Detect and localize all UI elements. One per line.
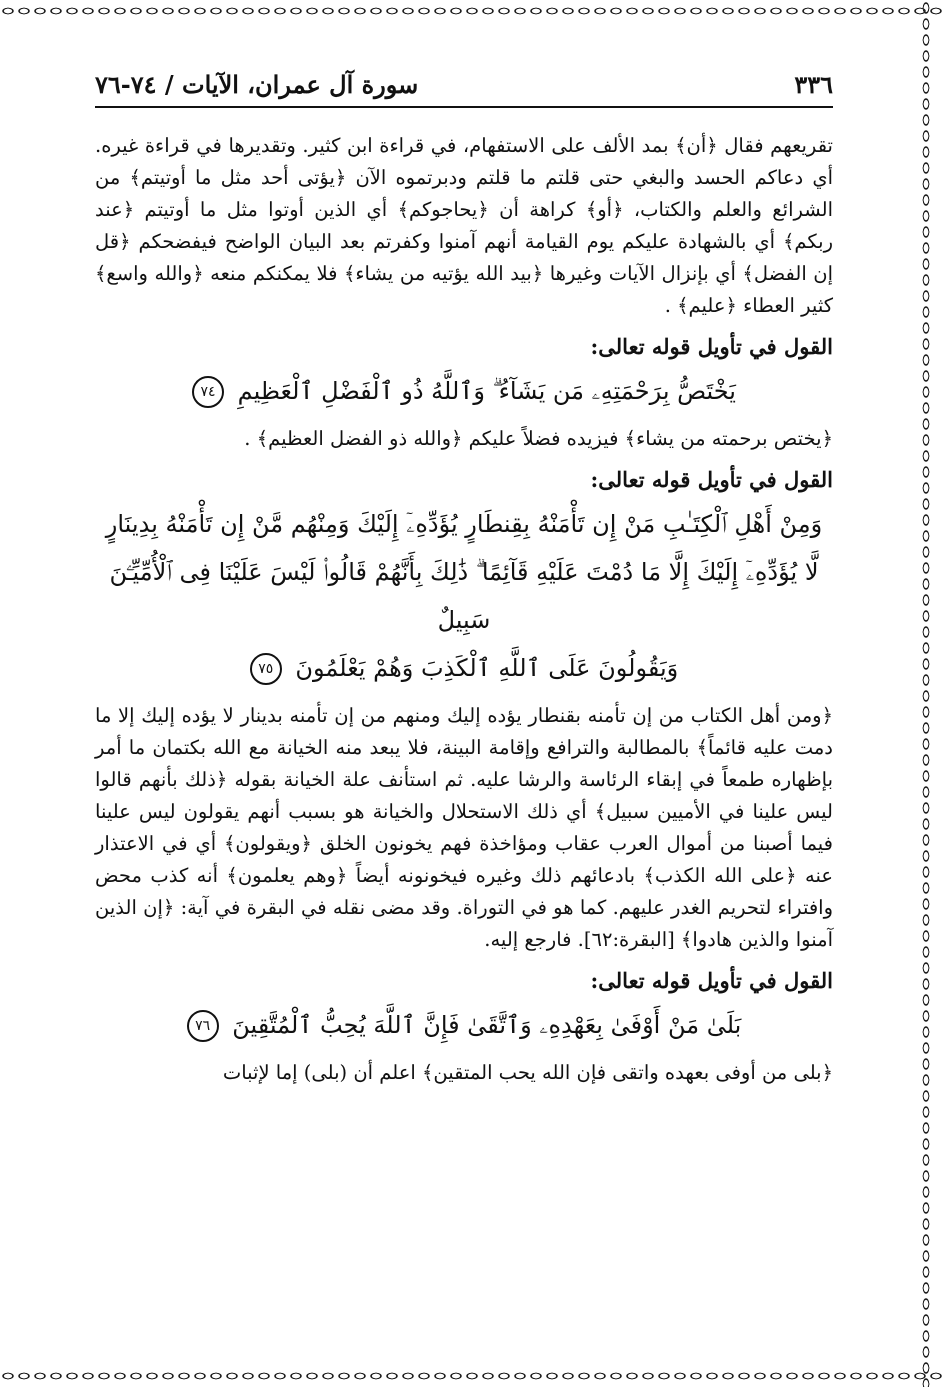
book-page: [95, 62, 833, 1312]
quran-verse-74: [95, 367, 833, 415]
section-heading-74: القول في تأويل قوله تعالى:: [590, 334, 833, 359]
section-heading-76: القول في تأويل قوله تعالى:: [590, 968, 833, 993]
top-ornamental-border: [0, 2, 944, 20]
commentary-76: ﴿بلى من أوفى بعهده واتقى فإن الله يحب المتقين﴾ اعلم أن (بلى) إما لإثبات: [222, 1061, 833, 1084]
commentary-74: ﴿يختص برحمته من يشاء﴾ فيزيده فضلاً عليكم ﴿والله ذو الفضل العظيم﴾ .: [244, 427, 833, 450]
intro-paragraph: تقريعهم فقال ﴿أن﴾ بمد الألف على الاستفهام، في قراءة ابن كثير. وتقديرها في قراءة غيره. أي دعاكم الحسد والبغي حتى قلتم ما قلتم ودبرتموه الآن ﴿يؤتى أحد مثل ما أوتيتم﴾ من الشرائع والعلم والكتاب، ﴿أو﴾ كراهة أن ﴿يحاجوكم﴾ أي الذين أوتوا مثل ما أوتيتم ﴿عند ربكم﴾ أي بالشهادة عليكم يوم القيامة أنهم آمنوا وكفرتم بعد البيان الواضح فيفضحكم ﴿قل إن الفضل﴾ أي بإنزال الآيات وغيرها ﴿بيد الله يؤتيه من يشاء﴾ فلا يمكنكم منعه ﴿والله واسع﴾ كثير العطاء ﴿عليم﴾ .: [95, 134, 833, 317]
verse-line: لَّا يُؤَدِّهِۦٓ إِلَيْكَ إِلَّا مَا دُمْتَ عَلَيْهِ قَآئِمًا ۗ ذَٰلِكَ بِأَنَّهُمْ قَالُوا۟ لَيْسَ عَلَيْنَا فِى ٱلْأُمِّيِّـۧنَ سَبِيلٌ: [109, 558, 819, 634]
page-header: [95, 62, 833, 108]
section-heading-75: القول في تأويل قوله تعالى:: [590, 467, 833, 492]
bottom-ornamental-border: [0, 1367, 944, 1385]
verse-number-marker: ٧٦: [187, 1010, 219, 1042]
page-number: ٣٣٦: [794, 69, 833, 99]
verse-line: وَمِنْ أَهْلِ ٱلْكِتَـٰبِ مَنْ إِن تَأْمَنْهُ بِقِنطَارٍ يُؤَدِّهِۦٓ إِلَيْكَ وَمِنْهُم مَّنْ إِن تَأْمَنْهُ بِدِينَارٍ: [105, 510, 823, 538]
verse-line: وَيَقُولُونَ عَلَى ٱللَّهِ ٱلْكَذِبَ وَهُمْ يَعْلَمُونَ: [295, 654, 679, 682]
verse-number-marker: ٧٤: [192, 376, 224, 408]
commentary-75: ﴿ومن أهل الكتاب من إن تأمنه بقنطار يؤده إليك ومنهم من إن تأمنه بدينار لا يؤده إليك إلا ما دمت عليه قائماً﴾ بالمطالبة والترافع وإقامة البينة، فلا يبعد منه الخيانة مع الله بكتمان ما أمر بإظهاره طمعاً في إبقاء الرئاسة والرشا عليه. ثم استأنف علة الخيانة بقوله ﴿ذلك بأنهم قالوا ليس علينا في الأميين سبيل﴾ أي ذلك الاستحلال والخيانة هو بسبب أنهم يقولون ليس علينا فيما أصبنا من أموال العرب عقاب ومؤاخذة فهم يخونون الخلق ﴿ويقولون﴾ أي في الاعتذار عنه ﴿على الله الكذب﴾ بادعائهم ذلك وغيره فيخونونه أيضاً ﴿وهم يعلمون﴾ أنه كذب محض وافتراء لتحريم الغدر عليهم. كما هو في التوراة. وقد مضى نقله في البقرة في آية: ﴿إن الذين آمنوا والذين هادوا﴾ [البقرة:٦٢]. فارجع إليه.: [95, 704, 833, 951]
quran-verse-76: [95, 1001, 833, 1049]
verse-number-marker: ٧٥: [250, 653, 282, 685]
right-ornamental-border: [916, 0, 936, 1387]
verse-text: يَخْتَصُّ بِرَحْمَتِهِۦ مَن يَشَآءُ ۗ وَٱللَّهُ ذُو ٱلْفَضْلِ ٱلْعَظِيمِ: [237, 377, 736, 405]
verse-text: بَلَىٰ مَنْ أَوْفَىٰ بِعَهْدِهِۦ وَٱتَّقَىٰ فَإِنَّ ٱللَّهَ يُحِبُّ ٱلْمُتَّقِينَ: [232, 1011, 742, 1039]
quran-verse-75: [95, 500, 833, 692]
chapter-title: سورة آل عمران، الآيات / ٧٤-٧٦: [95, 69, 419, 99]
